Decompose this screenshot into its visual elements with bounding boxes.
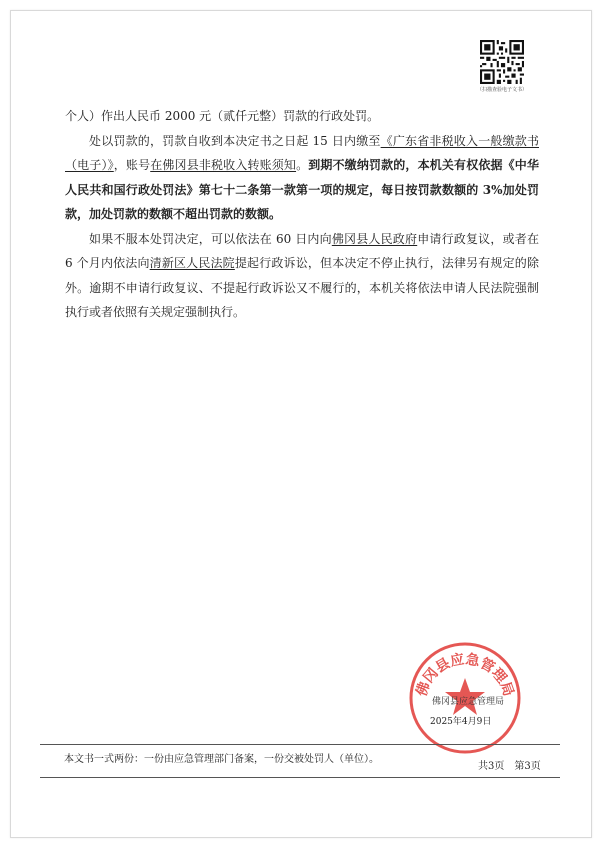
- appeal-text-e: 提起行政诉讼，但本决定不停止执行，法律另有规定的除外。逾期不申请行政复议、不提起行政诉讼又不履行的，本机关将依法申请人民法院强制执行或者依照有关规定强制执行。: [65, 256, 539, 319]
- payment-text-e: 。: [296, 158, 309, 172]
- payment-form-name: 《广东省非税收入一般缴款书（电子）》: [65, 133, 539, 172]
- decision-body: [65, 104, 539, 325]
- court-name: 清新区人民法院: [149, 256, 235, 270]
- appeal-text-a: 如果不服本处罚决定，可以依法在 60 日内向: [89, 231, 332, 246]
- account-notice: 在佛冈县非税收入转账须知: [150, 158, 297, 172]
- page-number: 共3页 第3页: [478, 761, 541, 772]
- seal-text: 佛冈县应急管理局: [413, 651, 517, 699]
- qr-caption: （扫描查验电子文书）: [476, 87, 527, 93]
- review-authority: 佛冈县人民政府: [331, 231, 418, 246]
- footer-note: 本文书一式两份：一份由应急管理部门备案，一份交被处罚人（单位）。: [64, 754, 379, 765]
- paragraph-payment: [65, 129, 539, 227]
- paragraph-penalty-amount: [65, 104, 539, 129]
- payment-text-a: 处以罚款的，罚款自收到本决定书之日起 15 日内缴至: [89, 133, 381, 148]
- penalty-amount-text: 个人）作出人民币 2000 元（贰仟元整）罚款的行政处罚。: [65, 109, 380, 123]
- qr-code[interactable]: [480, 40, 524, 84]
- appeal-text-c: 申请行政复议，或者在 6 个月内依法向: [65, 231, 539, 270]
- paragraph-appeal: [65, 227, 539, 325]
- payment-text-c: ，账号: [113, 158, 151, 172]
- late-fee-clause: 到期不缴纳罚款的，本机关有权依据《中华人民共和国行政处罚法》第七十二条第一款第一项的规定，每日按罚款数额的 3%加处罚款，加处罚款的数额不超出罚款的数额。: [65, 158, 539, 221]
- issuing-org: 佛冈县应急管理局: [431, 697, 504, 707]
- footer-bottom-rule: [40, 777, 560, 778]
- footer-top-rule: [40, 744, 560, 745]
- issue-date: 2025年4月9日: [430, 717, 492, 727]
